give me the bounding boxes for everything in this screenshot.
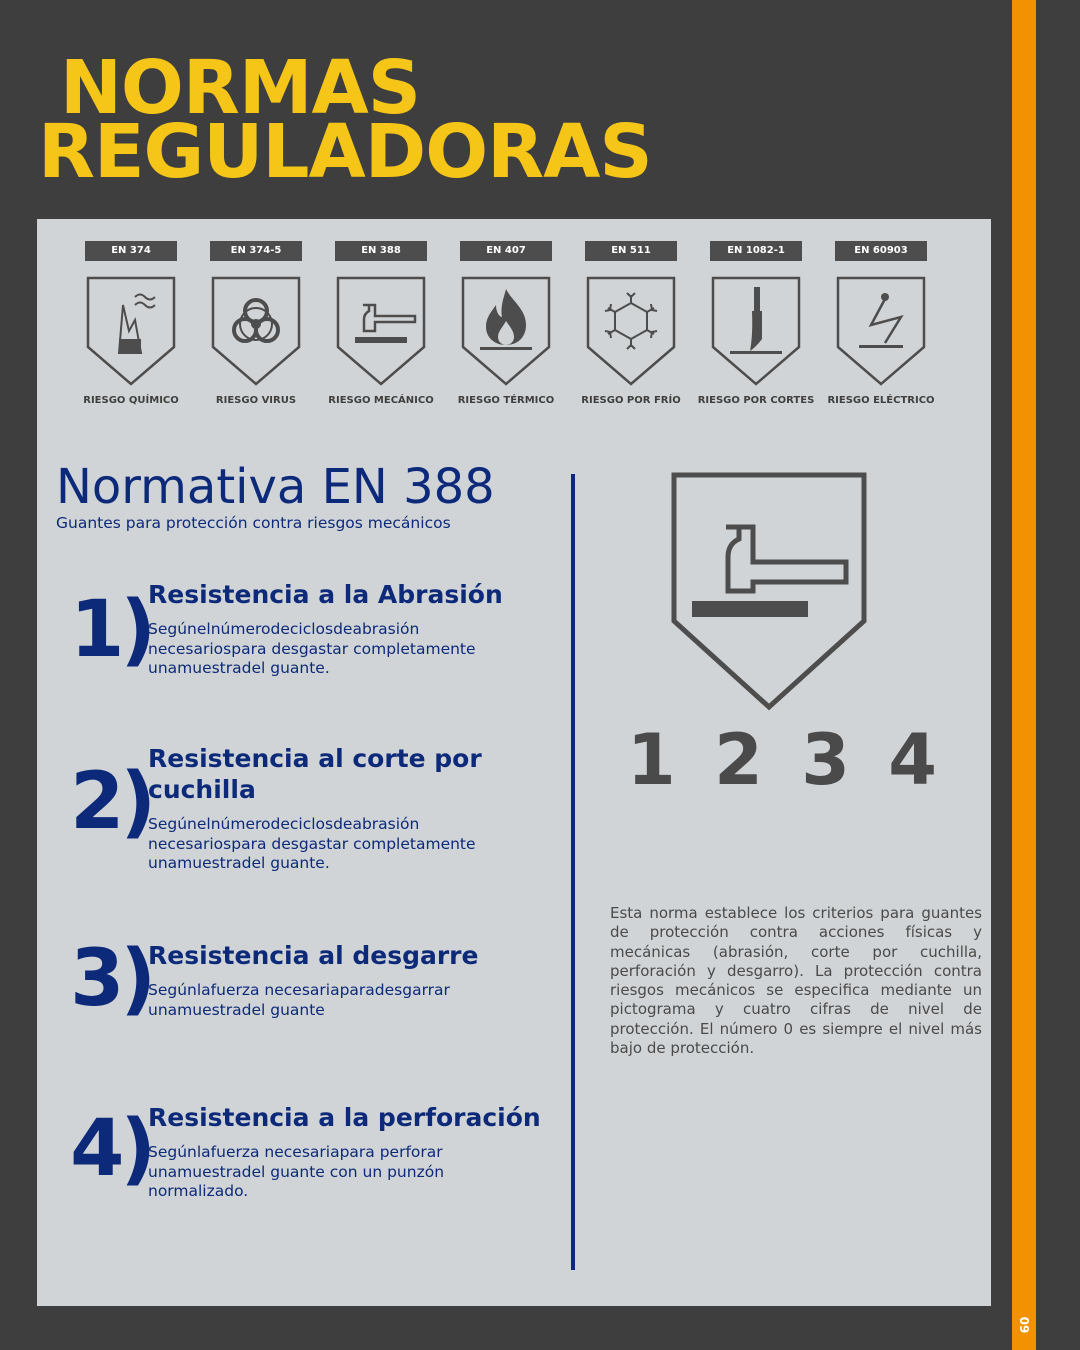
item-title: Resistencia al desgarre [148,941,479,970]
risk-code: EN 60903 [835,241,927,261]
item-text: Segúnelnúmerodeciclosdeabrasión necesariospara desgastar completamente unamuestradel guante. [148,620,476,677]
level-digit: 2 [714,719,763,801]
orange-accent-bar [1012,0,1036,1350]
risk-label: RIESGO POR FRÍO [581,395,681,406]
list-item-tear [37,934,557,1024]
norm-description: Esta norma establece los criterios para guantes de protección contra acciones físicas y mecánicas (abrasión, corte por cuchilla, perforación y desgarro). La protección contra riesgos mecánicos se especifica mediante un pictograma y cuatro cifras de nivel de protección. El número 0 es siempre el nivel más bajo de protección. [610,904,982,1058]
risk-label: RIESGO VIRUS [215,395,297,406]
snowflake-icon [585,275,677,387]
item-number: 4) [70,1104,152,1194]
norm-title: Normativa EN 388 [56,459,495,515]
item-title: Resistencia a la Abrasión [148,580,503,609]
list-item-abrasion [37,579,557,679]
item-text: Segúnlafuerza necesariapara perforar unamuestradel guante con un punzón normalizado. [148,1143,445,1200]
electric-icon [835,275,927,387]
item-number: 1) [70,585,152,675]
page-title [38,45,652,195]
title-line-1: NORMAS [60,45,421,131]
page-number: 09 [1017,1316,1031,1334]
item-title: Resistencia al corte por cuchilla [148,744,482,804]
content-panel [37,219,991,1306]
risk-label: RIESGO TÉRMICO [457,395,555,406]
item-text: Segúnelnúmerodeciclosdeabrasión necesariospara desgastar completamente unamuestradel guante. [148,815,476,872]
risk-code: EN 511 [585,241,677,261]
risk-item-virus [196,241,316,406]
risk-item-mechanical [321,241,441,406]
item-number: 2) [70,757,152,847]
risk-item-thermal [446,241,566,406]
en388-hammer-shield-icon [670,471,868,711]
risk-item-chemical [71,241,191,406]
risk-code: EN 374-5 [210,241,302,261]
risk-label: RIESGO MECÁNICO [328,395,434,406]
norm-subtitle: Guantes para protección contra riesgos mecánicos [56,514,451,532]
list-item-cut [37,743,557,874]
risk-label: RIESGO QUÍMICO [83,395,179,406]
risk-label: RIESGO POR CORTES [697,395,815,406]
risk-code: EN 1082-1 [710,241,802,261]
risk-code: EN 407 [460,241,552,261]
level-digit: 3 [801,719,850,801]
risk-item-cuts [696,241,816,406]
item-text: Segúnlafuerza necesariaparadesgarrar unamuestradel guante [148,981,450,1019]
title-line-2: REGULADORAS [38,109,652,195]
chemical-icon [85,275,177,387]
protection-levels [627,719,937,801]
level-digit: 4 [888,719,937,801]
item-title: Resistencia a la perforación [148,1103,541,1132]
hammer-icon [335,275,427,387]
flame-icon [460,275,552,387]
risk-label: RIESGO ELÉCTRICO [827,395,935,406]
risk-item-cold [571,241,691,406]
risk-code: EN 374 [85,241,177,261]
knife-icon [710,275,802,387]
list-item-puncture [37,1102,557,1202]
level-digit: 1 [627,719,676,801]
vertical-divider [571,474,575,1270]
risk-item-electric [821,241,941,406]
item-number: 3) [70,934,152,1024]
risk-code: EN 388 [335,241,427,261]
biohazard-icon [210,275,302,387]
